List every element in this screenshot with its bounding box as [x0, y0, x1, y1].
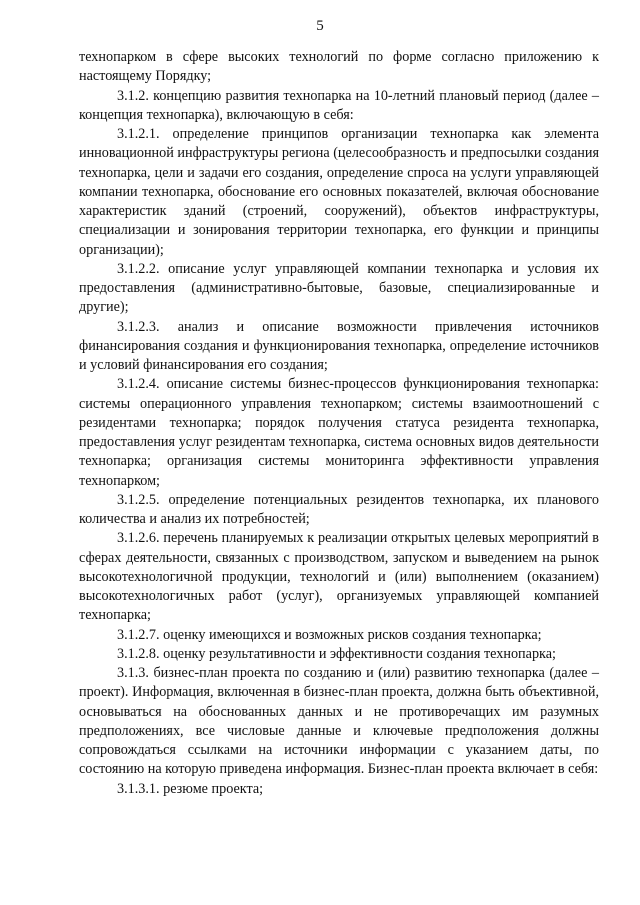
paragraph-3-1-2-7: 3.1.2.7. оценку имеющихся и возможных рисков создания технопарка;	[117, 626, 542, 643]
paragraph-3-1-2-4: 3.1.2.4. описание системы бизнес-процессов функционирования технопарка: системы операционного управления технопарком; системы взаимоотношений с резидентами технопарка; порядок получения статуса резидента технопарка, предоставления услуг резидентам технопарка, система основных видов деятельности технопарка; организация системы мониторинга эффективности управления технопарком;	[79, 376, 599, 489]
paragraph-3-1-2-1: 3.1.2.1. определение принципов организации технопарка как элемента инновационной инфраструктуры региона (целесообразность и предпосылки создания технопарка, цели и задачи его создания, определение спроса на услуги управляющей компании технопарка, обоснование его основных показателей, включая обоснование характеристик зданий (строений, сооружений), объектов инфраструктуры, специализации и зонирования территории технопарка, его функции и принципы организации);	[79, 126, 599, 258]
document-body	[79, 48, 599, 799]
page-number: 5	[316, 18, 324, 34]
paragraph-3-1-2-5: 3.1.2.5. определение потенциальных резидентов технопарка, их планового количества и анализ их потребностей;	[79, 491, 599, 527]
paragraph-3-1-2-6: 3.1.2.6. перечень планируемых к реализации открытых целевых мероприятий в сферах деятельности, связанных с производством, запуском и выведением на рынок высокотехнологичной продукции, технологий и (или) выполнением (оказанием) высокотехнологичных работ (услуг), организуемых управляющей компанией технопарка;	[79, 530, 599, 624]
paragraph-3-1-2: 3.1.2. концепцию развития технопарка на 10-летний плановый период (далее – концепция технопарка), включающую в себя:	[79, 87, 599, 123]
paragraph-3-1-2-2: 3.1.2.2. описание услуг управляющей компании технопарка и условия их предоставления (административно-бытовые, базовые, специализированные и другие);	[79, 260, 599, 316]
paragraph-3-1-3: 3.1.3. бизнес-план проекта по созданию и (или) развитию технопарка (далее – проект). Информация, включенная в бизнес-план проекта, должна быть объективной, основываться на обоснованных данных и не противоречащих им разумных предположениях, все числовые данные и ключевые предположения должны сопровождаться ссылками на источники информации с указанием даты, по состоянию на которую приведена информация. Бизнес-план проекта включает в себя:	[79, 665, 599, 778]
paragraph-3-1-3-1: 3.1.3.1. резюме проекта;	[117, 780, 264, 797]
paragraph-3-1-2-3: 3.1.2.3. анализ и описание возможности привлечения источников финансирования создания и функционирования технопарка, определение источников и условий финансирования его создания;	[79, 318, 599, 373]
paragraph-continuation: технопарком в сфере высоких технологий по форме согласно приложению к настоящему Порядку;	[79, 49, 599, 85]
paragraph-3-1-2-8: 3.1.2.8. оценку результативности и эффективности создания технопарка;	[117, 645, 556, 662]
